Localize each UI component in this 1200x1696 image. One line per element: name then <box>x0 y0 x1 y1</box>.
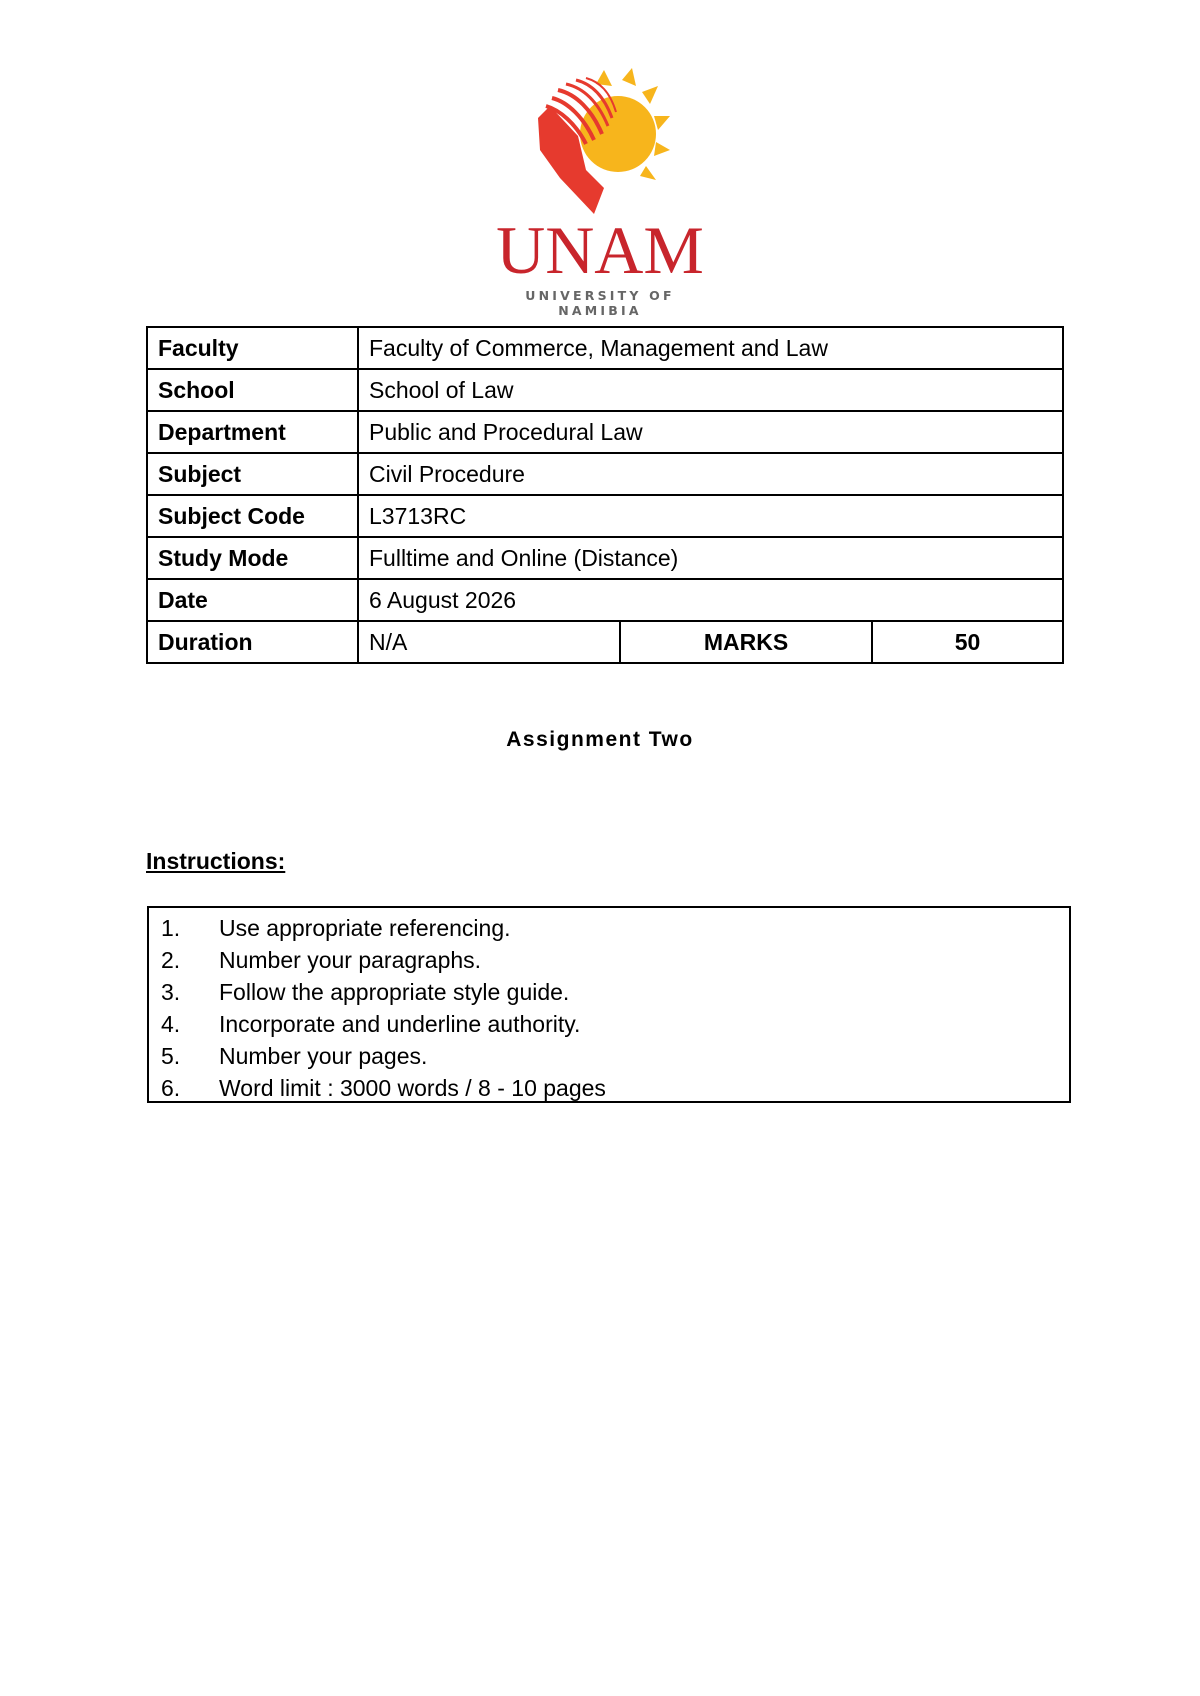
table-row <box>147 369 1063 411</box>
logo-subtitle: UNIVERSITY OF NAMIBIA <box>525 288 675 318</box>
list-item <box>149 1072 1069 1104</box>
logo-wordmark: UNAM <box>496 212 704 288</box>
item-number: 5. <box>161 1043 181 1069</box>
list-item <box>149 976 1069 1008</box>
row-value: L3713RC <box>358 495 1063 537</box>
item-number: 1. <box>161 915 181 941</box>
table-row-duration <box>147 621 1063 663</box>
item-text: Follow the appropriate style guide. <box>219 979 570 1005</box>
table-row <box>147 579 1063 621</box>
item-text: Word limit : 3000 words / 8 - 10 pages <box>219 1075 606 1101</box>
table-row <box>147 453 1063 495</box>
row-label: Faculty <box>147 327 358 369</box>
table-row <box>147 327 1063 369</box>
row-value: Civil Procedure <box>358 453 1063 495</box>
marks-label: MARKS <box>620 621 872 663</box>
row-value: Fulltime and Online (Distance) <box>358 537 1063 579</box>
row-label: Subject <box>147 453 358 495</box>
duration-value: N/A <box>358 621 620 663</box>
sun-book-icon <box>480 66 720 216</box>
row-value: Public and Procedural Law <box>358 411 1063 453</box>
duration-label: Duration <box>147 621 358 663</box>
item-text: Number your paragraphs. <box>219 947 482 973</box>
assignment-title: Assignment Two <box>506 728 694 751</box>
marks-value: 50 <box>872 621 1063 663</box>
row-label: School <box>147 369 358 411</box>
row-label: Study Mode <box>147 537 358 579</box>
university-logo <box>480 66 720 318</box>
list-item <box>149 912 1069 944</box>
item-text: Use appropriate referencing. <box>219 915 511 941</box>
course-info-table <box>146 326 1064 664</box>
item-number: 6. <box>161 1075 181 1101</box>
row-label: Department <box>147 411 358 453</box>
list-item <box>149 944 1069 976</box>
list-item <box>149 1008 1069 1040</box>
row-label: Date <box>147 579 358 621</box>
table-row <box>147 537 1063 579</box>
item-number: 4. <box>161 1011 181 1037</box>
row-value: Faculty of Commerce, Management and Law <box>358 327 1063 369</box>
item-number: 3. <box>161 979 181 1005</box>
item-text: Incorporate and underline authority. <box>219 1011 581 1037</box>
row-value: School of Law <box>358 369 1063 411</box>
table-row <box>147 411 1063 453</box>
table-row <box>147 495 1063 537</box>
row-label: Subject Code <box>147 495 358 537</box>
row-value: 6 August 2026 <box>358 579 1063 621</box>
instructions-list <box>147 906 1071 1103</box>
item-number: 2. <box>161 947 181 973</box>
item-text: Number your pages. <box>219 1043 428 1069</box>
list-item <box>149 1040 1069 1072</box>
instructions-heading: Instructions: <box>146 848 286 874</box>
